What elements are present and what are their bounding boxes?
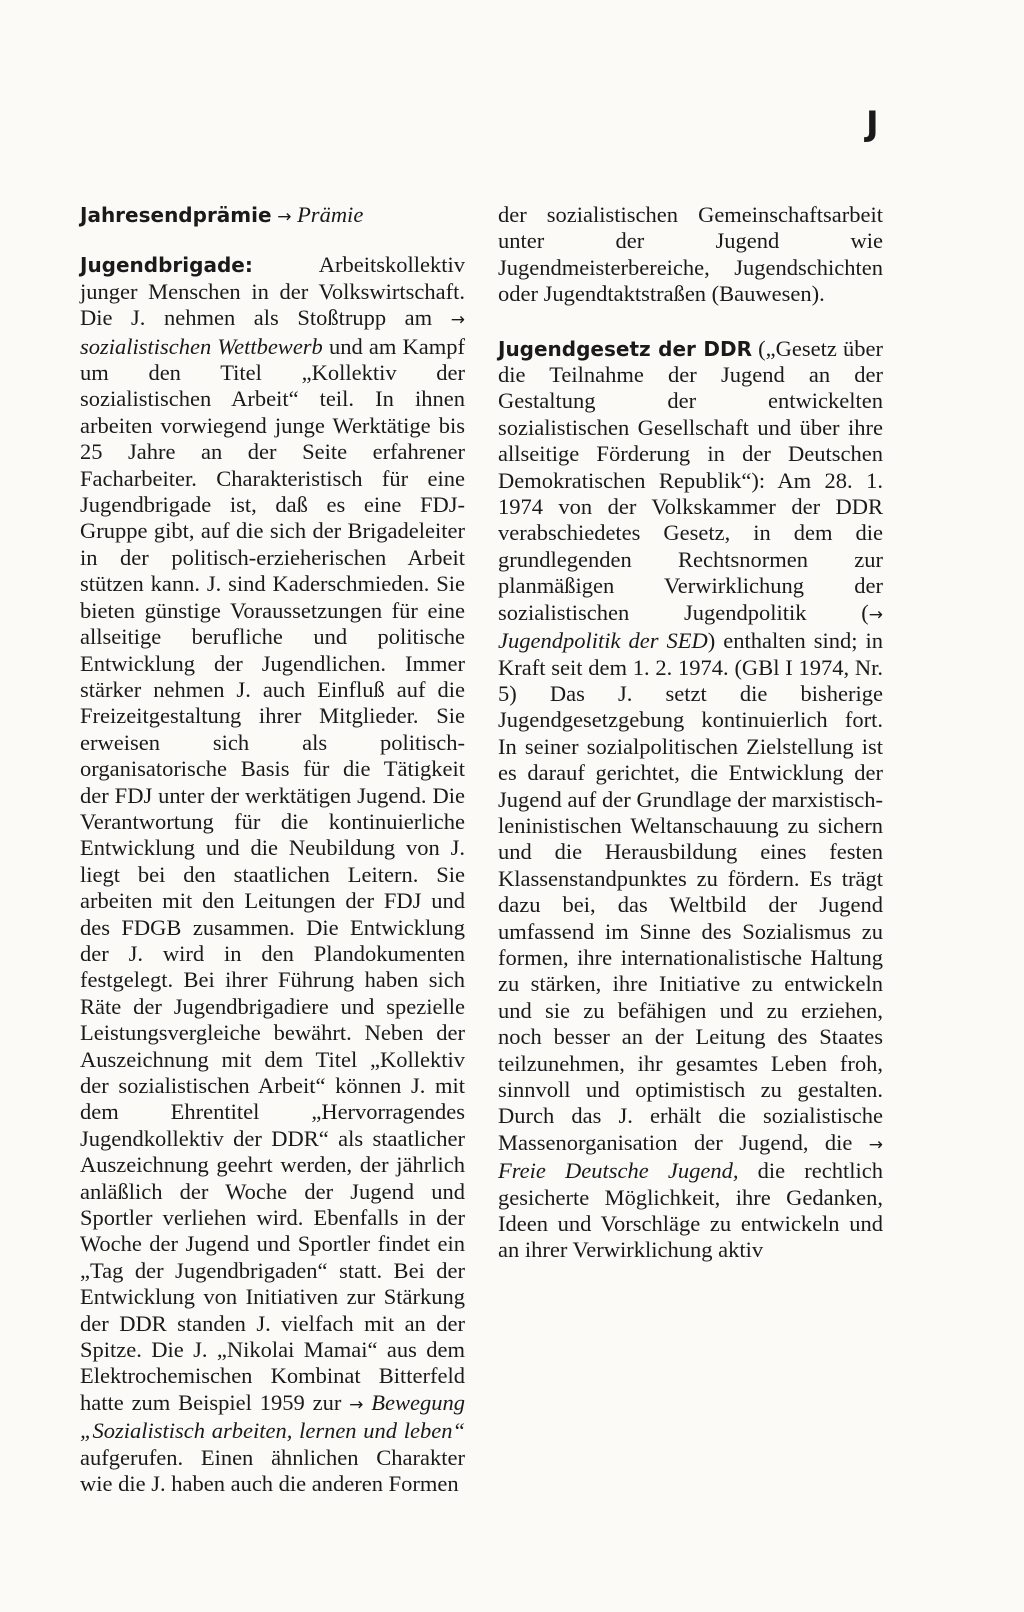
cross-reference[interactable]: Freie Deutsche Jugend, xyxy=(498,1158,739,1184)
entry-jugendbrigade-continued xyxy=(498,202,883,308)
cross-reference[interactable]: Bewegung „Sozialistisch arbeiten, lernen und leben“ xyxy=(80,1389,466,1444)
arrow-icon: → xyxy=(868,1134,883,1155)
section-letter: J xyxy=(866,104,879,144)
entry-text: der sozialistischen Gemeinschaftsarbeit unter der Jugend wie Jugendmeisterbereiche, Jugendschichten oder Jugendtaktstraßen (Bauwesen). xyxy=(498,202,883,307)
right-column xyxy=(498,202,883,1284)
arrow-icon: → xyxy=(277,207,292,227)
entry-text: die rechtlich gesicherte Möglichkeit, ihre Gedanken, Ideen und Vorschläge zu entwickeln und an ihrer Verwirklichung aktiv xyxy=(498,1158,883,1263)
entry-term: Jugendgesetz der DDR xyxy=(498,336,752,361)
left-column xyxy=(80,202,465,1518)
entry-text: und am Kampf um den Titel „Kollektiv der sozialistischen Arbeit“ teil. In ihnen arbeiten vorwiegend junge Werktätige bis 25 Jahre an der Seite erfahrener Facharbeiter. Charakteristisch für eine Jugendbrigade ist, daß es eine FDJ-Gruppe gibt, auf die sich der Brigadeleiter in der politisch-erzieherischen Arbeit stützen kann. J. sind Kaderschmieden. Sie bieten günstige Voraussetzungen für eine allseitige berufliche und politische Entwicklung der Jugendlichen. Immer stärker nehmen J. auch Einfluß auf die Freizeitgestaltung ihrer Mitglieder. Sie erweisen sich als politisch-organisatorische Basis für die Tätigkeit der FDJ unter der werktätigen Jugend. Die Verantwortung für die kontinuierliche Entwicklung und die Neubildung von J. liegt bei den staatlichen Leitern. Sie arbeiten mit den Leitungen der FDJ und des FDGB zusammen. Die Entwicklung der J. wird in den Plandokumenten festgelegt. Bei ihrer Führung haben sich Räte der Jugendbrigadiere und spezielle Leistungsvergleiche bewährt. Neben der Auszeichnung mit dem Titel „Kollektiv der sozialistischen Arbeit“ können J. mit dem Ehrentitel „Hervorragendes Jugendkollektiv der DDR“ als staatlicher Auszeichnung geehrt werden, der jährlich anläßlich der Woche der Jugend und Sportler verliehen wird. Ebenfalls in der Woche der Jugend und Sportler findet ein „Tag der Jugendbrigaden“ statt. Bei der Entwicklung von Initiativen zur Stärkung der DDR standen J. vielfach mit an der Spitze. Die J. „Nikolai Mamai“ aus dem Elektrochemischen Kombinat Bitterfeld hatte zum Beispiel 1959 zur xyxy=(80,333,465,1415)
entry-term: Jugendbrigade: xyxy=(80,253,253,278)
arrow-icon: → xyxy=(349,1394,364,1415)
entry-text: ) enthalten sind; in Kraft seit dem 1. 2. 1974. (GBl I 1974, Nr. 5) Das J. setzt die bisherige Jugendgesetzgebung kontinuierlich fort. In seiner sozialpolitischen Zielstellung ist es darauf gerichtet, die Entwicklung der Jugend auf der Grundlage der marxistisch-leninistischen Weltanschauung zu sichern und die Herausbildung eines festen Klassenstandpunktes zu fördern. Es trägt dazu bei, das Weltbild der Jugend umfassend im Sinne des Sozialismus zu formen, ihre internationalistische Haltung zu stärken, ihre Initiative zu entwickeln und sie zu befähigen und zu erziehen, noch besser an der Leitung des Staates teilzunehmen, ihr gesamtes Leben froh, sinnvoll und optimistisch zu gestalten. Durch das J. erhält die sozialistische Massenorganisation der Jugend, die xyxy=(498,628,883,1155)
arrow-icon: → xyxy=(450,310,465,331)
arrow-icon: → xyxy=(868,604,883,625)
entry-jahresendpraemie xyxy=(80,202,465,230)
cross-reference[interactable]: sozialistischen Wettbewerb xyxy=(80,333,323,359)
entry-text: aufgerufen. Einen ähnlichen Charakter wie die J. haben auch die anderen Formen xyxy=(80,1444,465,1497)
entry-text: („Gesetz über die Teilnahme der Jugend an der Gestaltung der entwickelten sozialistischen Gesellschaft und über ihre allseitige Förderung in der Deutschen Demokratischen Republik“): Am 28. 1. 1974 von der Volkskammer der DDR verabschiedetes Gesetz, in dem die grundlegenden Rechtsnormen zur planmäßigen Verwirklichung der sozialistischen Jugendpolitik ( xyxy=(498,335,883,625)
entry-term: Jahresendprämie xyxy=(80,203,272,227)
cross-reference[interactable]: Jugendpolitik der SED xyxy=(498,628,708,654)
entry-text: Arbeitskollektiv junger Menschen in der Volkswirtschaft. Die J. nehmen als Stoßtrupp am xyxy=(80,252,465,331)
entry-jugendgesetz xyxy=(498,336,883,1264)
cross-reference[interactable]: Prämie xyxy=(297,202,364,227)
entry-jugendbrigade xyxy=(80,252,465,1497)
